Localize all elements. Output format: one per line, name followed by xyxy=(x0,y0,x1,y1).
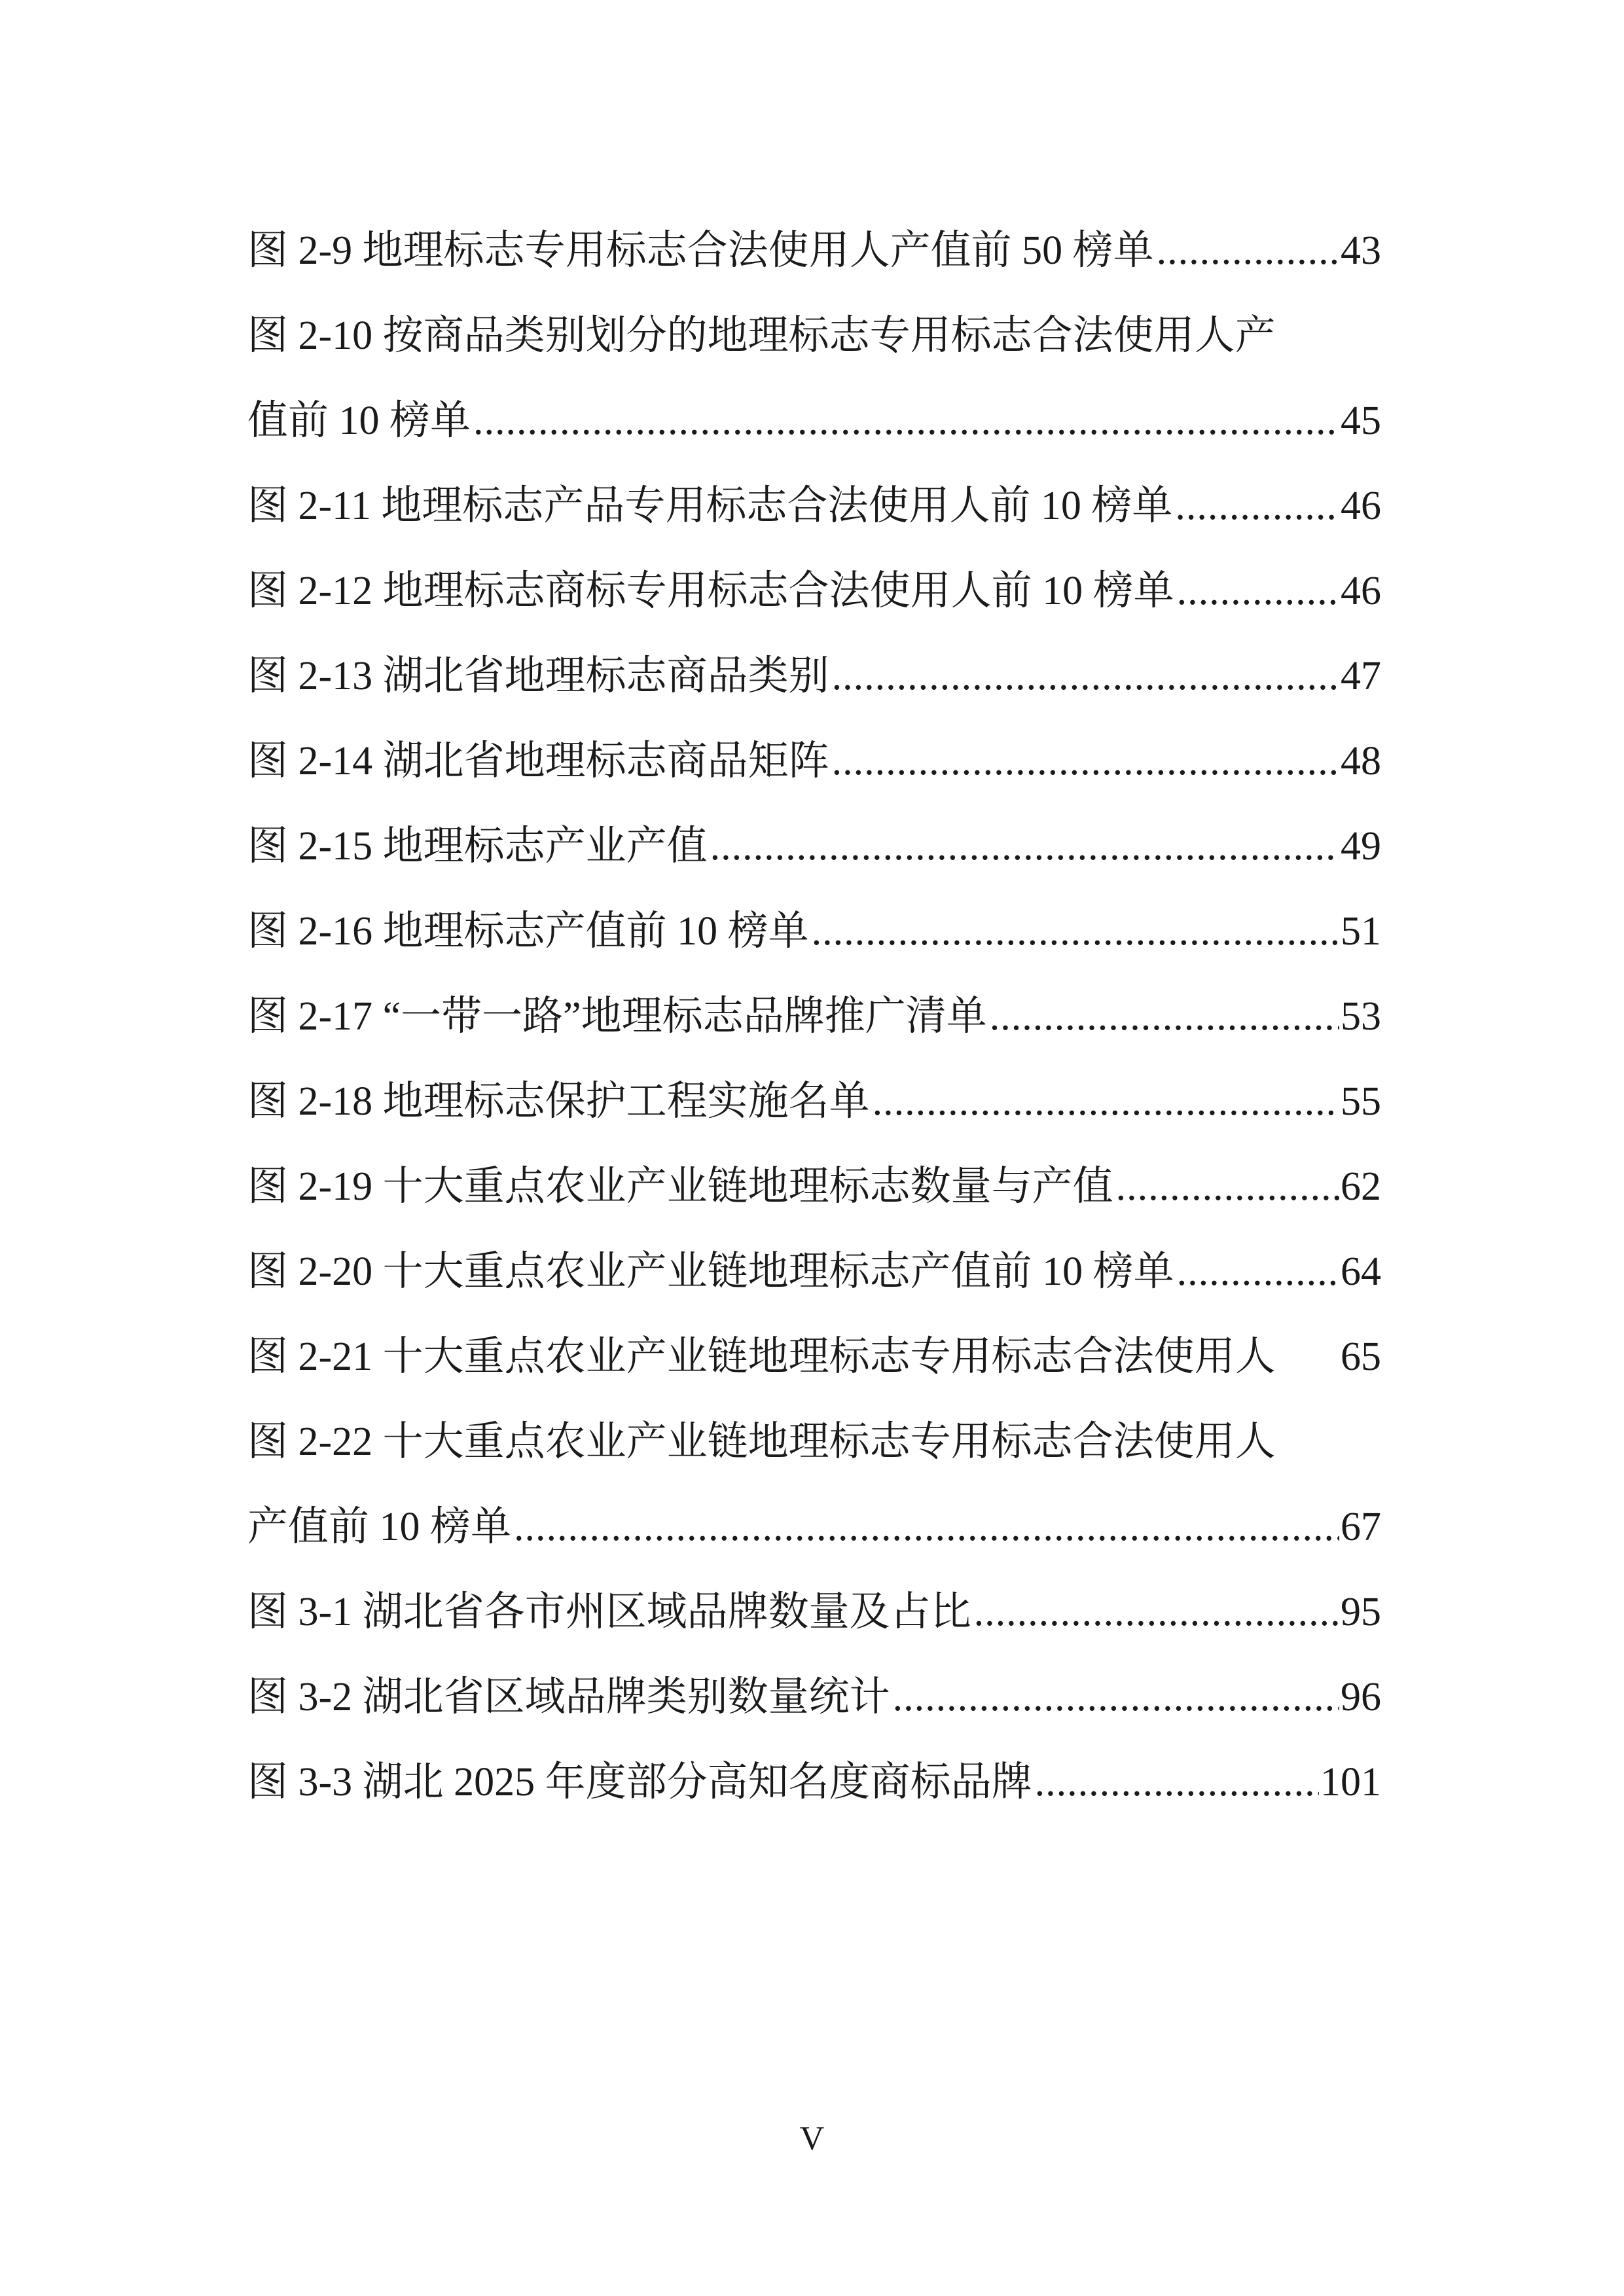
figure-title: 十大重点农业产业链地理标志专用标志合法使用人 xyxy=(382,1420,1276,1464)
page-number: 64 xyxy=(1341,1249,1381,1294)
figure-title-continued: 产值前 10 榜单 xyxy=(247,1505,512,1549)
figure-title: 地理标志商标专用标志合法使用人前 10 榜单 xyxy=(382,569,1174,613)
figure-title: 湖北省区域品牌类别数量统计 xyxy=(362,1675,890,1719)
table-of-figures xyxy=(247,208,1381,1825)
toc-entry[interactable] xyxy=(247,1655,1381,1740)
figure-title: 按商品类别划分的地理标志专用标志合法使用人产 xyxy=(382,314,1276,358)
figure-title: 十大重点农业产业链地理标志数量与产值 xyxy=(382,1164,1113,1209)
figure-title: 地理标志产值前 10 榜单 xyxy=(382,909,809,954)
dot-leader xyxy=(974,1570,1339,1655)
toc-entry[interactable] xyxy=(247,208,1381,293)
page-number: 67 xyxy=(1341,1505,1381,1549)
figure-title: 地理标志产业产值 xyxy=(382,824,708,869)
dot-leader xyxy=(812,889,1339,974)
dot-leader xyxy=(514,1484,1339,1570)
dot-leader xyxy=(990,974,1339,1059)
toc-entry[interactable] xyxy=(247,463,1381,548)
figure-label: 图 2-16 xyxy=(247,909,373,954)
figure-label: 图 2-11 xyxy=(247,484,371,528)
page-number: 46 xyxy=(1341,569,1381,613)
page-number: 48 xyxy=(1341,739,1381,783)
page-number: 53 xyxy=(1341,994,1381,1039)
toc-entry[interactable] xyxy=(247,1229,1381,1314)
figure-label: 图 3-2 xyxy=(247,1675,353,1719)
dot-leader xyxy=(473,378,1339,463)
figure-label: 图 2-22 xyxy=(247,1420,373,1464)
toc-entry[interactable] xyxy=(247,634,1381,719)
toc-entry[interactable] xyxy=(247,804,1381,889)
page-number: 62 xyxy=(1341,1164,1381,1209)
page-number: 46 xyxy=(1341,484,1381,528)
dot-leader xyxy=(873,1059,1339,1144)
toc-entry[interactable] xyxy=(247,1740,1381,1825)
toc-entry[interactable] xyxy=(247,889,1381,974)
page-number: 47 xyxy=(1341,654,1381,698)
toc-entry[interactable] xyxy=(247,1399,1381,1570)
figure-title: 地理标志保护工程实施名单 xyxy=(382,1079,870,1124)
page-number: 101 xyxy=(1320,1760,1381,1804)
figure-label: 图 3-1 xyxy=(247,1590,353,1634)
toc-entry[interactable] xyxy=(247,1144,1381,1229)
dot-leader xyxy=(1177,1229,1339,1314)
dot-leader xyxy=(1177,548,1339,634)
figure-title: “一带一路”地理标志品牌推广清单 xyxy=(382,994,987,1039)
footer-page-number: V xyxy=(799,2120,825,2157)
figure-label: 图 2-17 xyxy=(247,994,373,1039)
figure-label: 图 2-12 xyxy=(247,569,373,613)
dot-leader xyxy=(1116,1144,1339,1229)
page-number: 49 xyxy=(1341,824,1381,869)
figure-label: 图 2-20 xyxy=(247,1249,373,1294)
page-number: 65 xyxy=(1341,1335,1381,1379)
dot-leader xyxy=(1157,208,1339,293)
figure-title: 十大重点农业产业链地理标志产值前 10 榜单 xyxy=(382,1249,1174,1294)
figure-label: 图 2-13 xyxy=(247,654,373,698)
page-number: 96 xyxy=(1341,1675,1381,1719)
figure-label: 图 2-9 xyxy=(247,228,353,273)
figure-title: 湖北省各市州区域品牌数量及占比 xyxy=(362,1590,971,1634)
figure-label: 图 2-21 xyxy=(247,1335,373,1379)
page-number: 43 xyxy=(1341,228,1381,273)
figure-title: 地理标志专用标志合法使用人产值前 50 榜单 xyxy=(362,228,1154,273)
figure-label: 图 2-10 xyxy=(247,314,373,358)
dot-leader xyxy=(893,1655,1339,1740)
figure-label: 图 3-3 xyxy=(247,1760,353,1804)
toc-entry[interactable] xyxy=(247,293,1381,463)
dot-leader xyxy=(1035,1740,1319,1825)
toc-entry[interactable] xyxy=(247,974,1381,1059)
page-number: 45 xyxy=(1341,399,1381,443)
dot-leader xyxy=(832,719,1339,804)
page-number: 51 xyxy=(1341,909,1381,954)
figure-title: 十大重点农业产业链地理标志专用标志合法使用人 xyxy=(382,1335,1276,1379)
page-number: 55 xyxy=(1341,1079,1381,1124)
figure-label: 图 2-14 xyxy=(247,739,373,783)
toc-entry[interactable] xyxy=(247,1059,1381,1144)
toc-entry[interactable] xyxy=(247,1570,1381,1655)
toc-entry[interactable] xyxy=(247,1314,1381,1399)
page-number: 95 xyxy=(1341,1590,1381,1634)
figure-title-continued: 值前 10 榜单 xyxy=(247,399,471,443)
figure-title: 湖北省地理标志商品类别 xyxy=(382,654,829,698)
dot-leader xyxy=(1175,463,1339,548)
dot-leader xyxy=(710,804,1339,889)
figure-label: 图 2-18 xyxy=(247,1079,373,1124)
figure-title: 湖北省地理标志商品矩阵 xyxy=(382,739,829,783)
figure-label: 图 2-15 xyxy=(247,824,373,869)
figure-label: 图 2-19 xyxy=(247,1164,373,1209)
toc-entry[interactable] xyxy=(247,719,1381,804)
toc-entry[interactable] xyxy=(247,548,1381,634)
figure-title: 地理标志产品专用标志合法使用人前 10 榜单 xyxy=(381,484,1173,528)
dot-leader xyxy=(832,634,1339,719)
figure-title: 湖北 2025 年度部分高知名度商标品牌 xyxy=(362,1760,1032,1804)
